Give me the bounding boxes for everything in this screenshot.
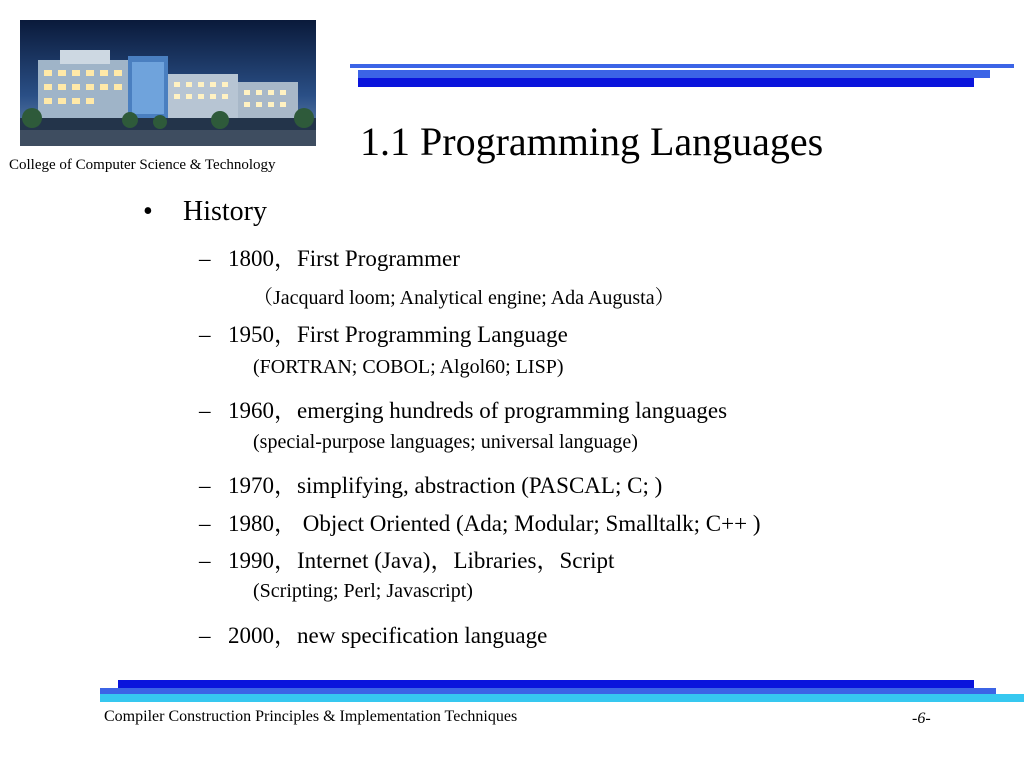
history-detail-1950: (FORTRAN; COBOL; Algol60; LISP) — [253, 356, 564, 378]
slide-title: 1.1 Programming Languages — [360, 119, 824, 164]
bullet-text: History — [183, 196, 267, 227]
header-accent-bar-dark — [358, 78, 974, 87]
history-item-1960 — [199, 392, 727, 425]
footer-accent-bar-dark — [118, 680, 974, 688]
history-item-1980 — [199, 505, 760, 538]
footer-accent-bar-light — [100, 694, 1024, 702]
item-text: 1950，First Programming Language — [228, 322, 568, 347]
dash-marker: – — [199, 322, 211, 347]
item-text: 1960，emerging hundreds of programming languages — [228, 398, 728, 423]
campus-building-photo — [20, 20, 316, 146]
history-item-1970 — [199, 467, 662, 500]
header-accent-bar-light — [350, 64, 1014, 68]
dash-marker: – — [199, 548, 211, 573]
history-item-1990 — [199, 542, 614, 575]
item-text: 1800，First Programmer — [228, 246, 460, 271]
dash-marker: – — [199, 511, 211, 536]
bullet-marker: • — [143, 196, 153, 227]
history-detail-1800: （Jacquard loom; Analytical engine; Ada Augusta） — [253, 287, 675, 309]
dash-marker: – — [199, 623, 211, 648]
dash-marker: – — [199, 473, 211, 498]
history-item-2000 — [199, 617, 547, 650]
dash-marker: – — [199, 246, 211, 271]
history-item-1950 — [199, 316, 568, 349]
header-accent-bar-mid — [358, 70, 990, 78]
history-detail-1990: (Scripting; Perl; Javascript) — [253, 580, 473, 602]
dash-marker: – — [199, 398, 211, 423]
page-number: -6- — [912, 710, 931, 727]
item-text: 1970，simplifying, abstraction (PASCAL; C; ) — [228, 473, 663, 498]
item-text: 1980， Object Oriented (Ada; Modular; Smalltalk; C++ ) — [228, 511, 761, 536]
footer-course-title: Compiler Construction Principles & Implementation Techniques — [104, 708, 518, 725]
college-name: College of Computer Science & Technology — [9, 157, 276, 173]
bullet-history — [143, 196, 267, 228]
history-detail-1960: (special-purpose languages; universal language) — [253, 431, 638, 453]
item-text: 1990，Internet (Java)，Libraries，Script — [228, 548, 615, 573]
item-text: 2000，new specification language — [228, 623, 548, 648]
history-item-1800 — [199, 240, 460, 273]
